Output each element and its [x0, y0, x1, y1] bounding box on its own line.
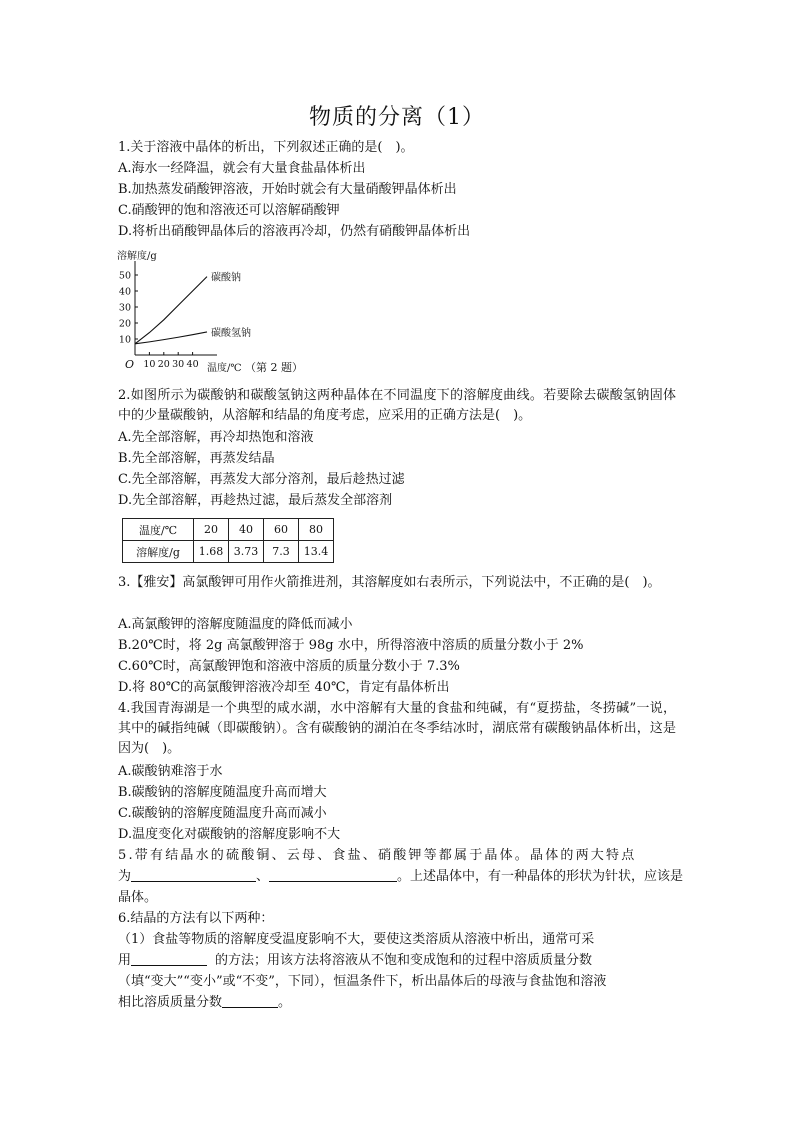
- y-tick-label: 20: [118, 318, 131, 330]
- y-tick-label: 50: [118, 270, 131, 282]
- q2-option-d: D.先全部溶解，再趁热过滤，最后蒸发全部溶剂: [118, 493, 393, 508]
- series-label-1: 碳酸钠: [211, 272, 241, 284]
- q6-p1-line4: [118, 993, 291, 1013]
- q6-p1-prefix: 用: [118, 953, 132, 968]
- q5-line1: 5.带有结晶水的硫酸铜、云母、食盐、硝酸钾等都属于晶体。晶体的两大特点: [118, 848, 637, 863]
- table-temp: 20: [194, 519, 229, 541]
- q5-sep: 、: [256, 869, 270, 884]
- chart-caption: （第 2 题）: [245, 361, 303, 374]
- series-line-2: [135, 332, 207, 344]
- q4-option-c: C.碳酸钠的溶解度随温度升高而减小: [118, 806, 327, 821]
- q6-p1-line2: [118, 951, 592, 971]
- table-value: 13.4: [299, 541, 334, 563]
- table-temp: 40: [229, 519, 264, 541]
- q5-line3: 晶体。: [118, 890, 158, 905]
- table-row: [123, 541, 334, 563]
- table-temp: 80: [299, 519, 334, 541]
- table-value: 3.73: [229, 541, 264, 563]
- q1-option-d: D.将析出硝酸钾晶体后的溶液再冷却，仍然有硝酸钾晶体析出: [118, 224, 471, 239]
- page-title: 物质的分离（1）: [309, 105, 485, 130]
- q3-stem: 3.【雅安】高氯酸钾可用作火箭推进剂，其溶解度如右表所示，下列说法中，不正确的是( )。: [118, 575, 661, 590]
- table-value: 1.68: [194, 541, 229, 563]
- q5-blank-2[interactable]: [269, 867, 397, 882]
- q1-stem: 1.关于溶液中晶体的析出，下列叙述正确的是( )。: [118, 140, 414, 155]
- solubility-table: [122, 518, 334, 563]
- q5-suffix: 。上述晶体中，有一种晶体的形状为针状，应该是: [397, 869, 684, 884]
- q1-option-c: C.硝酸钾的饱和溶液还可以溶解硝酸钾: [118, 203, 340, 218]
- q5-blank-1[interactable]: [131, 867, 256, 882]
- q2-stem: 2.如图所示为碳酸钠和碳酸氢钠这两种晶体在不同温度下的溶解度曲线。若要除去碳酸氢钠固体中的少量碳酸钠，从溶解和结晶的角度考虑，应采用的正确方法是( )。: [118, 388, 676, 423]
- q4-stem: 4.我国青海湖是一个典型的咸水湖，水中溶解有大量的食盐和纯碱，有“夏捞盐，冬捞碱”一说，其中的碱指纯碱（即碳酸钠）。含有碳酸钠的湖泊在冬季结冰时，湖底常有碳酸钠晶体析出，这是因为( )。: [118, 701, 676, 756]
- y-tick-label: 40: [118, 286, 131, 298]
- q2-option-c: C.先全部溶解，再蒸发大部分溶剂，最后趁热过滤: [118, 472, 405, 487]
- x-tick-label: 40: [186, 359, 199, 370]
- q1-option-b: B.加热蒸发硝酸钾溶液，开始时就会有大量硝酸钾晶体析出: [118, 182, 457, 197]
- q6-p1-line4-suffix: 。: [278, 995, 292, 1010]
- x-tick-label: 30: [172, 359, 185, 370]
- table-value: 7.3: [264, 541, 299, 563]
- q4-option-a: A.碳酸钠难溶于水: [118, 764, 223, 779]
- q6-p1-line1: （1）食盐等物质的溶解度受温度影响不大，要使这类溶质从溶液中析出，通常可采: [118, 932, 595, 947]
- solubility-chart: [115, 247, 315, 375]
- q6-blank-2[interactable]: [222, 993, 278, 1008]
- q6-stem: 6.结晶的方法有以下两种：: [118, 911, 274, 926]
- q6-p1-line4-prefix: 相比溶质质量分数: [118, 995, 223, 1010]
- q6-blank-1[interactable]: [131, 951, 207, 966]
- q5-prefix: 为: [118, 869, 132, 884]
- q3-option-b: B.20℃时，将 2g 高氯酸钾溶于 98g 水中，所得溶液中溶质的质量分数小于 2%: [118, 638, 584, 653]
- q2-option-a: A.先全部溶解，再冷却热饱和溶液: [118, 430, 314, 445]
- x-tick-label: 10: [143, 359, 156, 370]
- table-row1-label: 温度/℃: [123, 519, 194, 541]
- q3-option-d: D.将 80℃的高氯酸钾溶液冷却至 40℃，肯定有晶体析出: [118, 680, 450, 695]
- q2-option-b: B.先全部溶解，再蒸发结晶: [118, 451, 275, 466]
- q3-option-c: C.60℃时，高氯酸钾饱和溶液中溶质的质量分数小于 7.3%: [118, 659, 460, 674]
- table-row: [123, 519, 334, 541]
- q4-option-b: B.碳酸钠的溶解度随温度升高而增大: [118, 785, 327, 800]
- y-tick-label: 30: [118, 302, 131, 314]
- q4-option-d: D.温度变化对碳酸钠的溶解度影响不大: [118, 827, 341, 842]
- x-tick-label: 20: [157, 359, 170, 370]
- table-row2-label: 溶解度/g: [123, 541, 194, 563]
- q1-option-a: A.海水一经降温，就会有大量食盐晶体析出: [118, 161, 366, 176]
- q3-option-a: A.高氯酸钾的溶解度随温度的降低而减小: [118, 617, 353, 632]
- chart-curves: [135, 271, 251, 344]
- chart-origin-label: O: [125, 358, 135, 371]
- table-temp: 60: [264, 519, 299, 541]
- q6-p1-suffix: 的方法；用该方法将溶液从不饱和变成饱和的过程中溶质质量分数: [215, 953, 593, 968]
- q5-line2: [118, 867, 683, 887]
- series-label-2: 碳酸氢钠: [211, 327, 251, 339]
- chart-ylabel: 溶解度/g: [117, 251, 157, 262]
- y-tick-label: 10: [118, 334, 131, 346]
- q6-p1-line3: （填“变大”“变小”或“不变”，下同），恒温条件下，析出晶体后的母液与食盐饱和溶液: [118, 974, 607, 989]
- chart-xlabel: 温度/℃: [207, 363, 242, 374]
